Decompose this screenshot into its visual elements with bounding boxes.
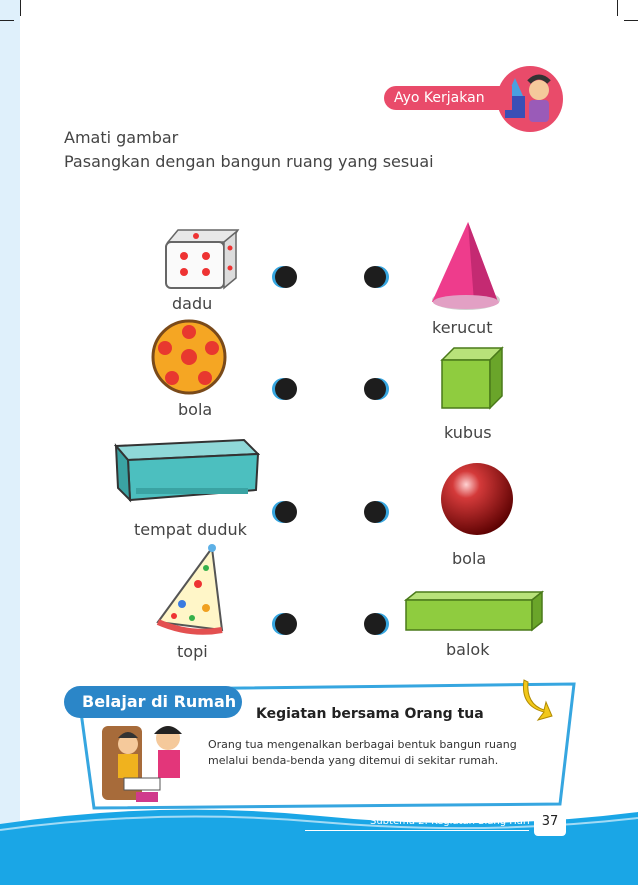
cuboid-icon: [404, 590, 544, 632]
home-subtitle: Kegiatan bersama Orang tua: [256, 706, 484, 722]
ball-icon: [150, 318, 228, 396]
match-dot-right-2[interactable]: [364, 378, 386, 400]
match-dot-left-2[interactable]: [275, 378, 297, 400]
sphere-icon: [438, 460, 516, 538]
page-number: 37: [534, 808, 566, 836]
home-text-line-1: Orang tua mengenalkan berbagai bentuk bangun ruang: [208, 738, 517, 751]
dice-icon: [160, 224, 240, 292]
match-dot-right-3[interactable]: [364, 501, 386, 523]
curl-arrow-icon: [516, 676, 556, 726]
page-edge-strip: [0, 0, 20, 885]
match-dot-right-4[interactable]: [364, 613, 386, 635]
match-dot-left-4[interactable]: [275, 613, 297, 635]
match-dot-left-3[interactable]: [275, 501, 297, 523]
bench-icon: [110, 436, 260, 504]
home-title: Belajar di Rumah: [64, 686, 242, 718]
instruction-line-1: Amati gambar: [64, 128, 179, 147]
left-label-bola: bola: [178, 400, 213, 419]
instruction-line-2: Pasangkan dengan bangun ruang yang sesuai: [64, 152, 434, 171]
right-label-kubus: kubus: [444, 423, 492, 442]
home-text-line-2: melalui benda-benda yang ditemui di sekitar rumah.: [208, 754, 499, 767]
match-dot-left-1[interactable]: [275, 266, 297, 288]
cone-icon: [424, 218, 508, 314]
crop-mark: [20, 0, 21, 16]
right-label-balok: balok: [446, 640, 490, 659]
crop-mark: [617, 0, 618, 16]
crop-mark: [0, 20, 14, 21]
crop-mark: [624, 20, 638, 21]
ayo-kerjakan-badge: Ayo Kerjakan: [384, 86, 512, 110]
parent-child-reading-icon: [98, 716, 198, 806]
right-label-bola: bola: [452, 549, 487, 568]
left-label-tempat-duduk: tempat duduk: [134, 520, 247, 539]
left-label-topi: topi: [177, 642, 208, 661]
cube-icon: [440, 346, 506, 410]
footer-rule: [305, 830, 529, 831]
match-dot-right-1[interactable]: [364, 266, 386, 288]
right-label-kerucut: kerucut: [432, 318, 493, 337]
party-hat-icon: [152, 544, 232, 636]
footer-subtema: Subtema 2: Kegiatan Siang Hari: [370, 816, 530, 827]
left-label-dadu: dadu: [172, 294, 213, 313]
